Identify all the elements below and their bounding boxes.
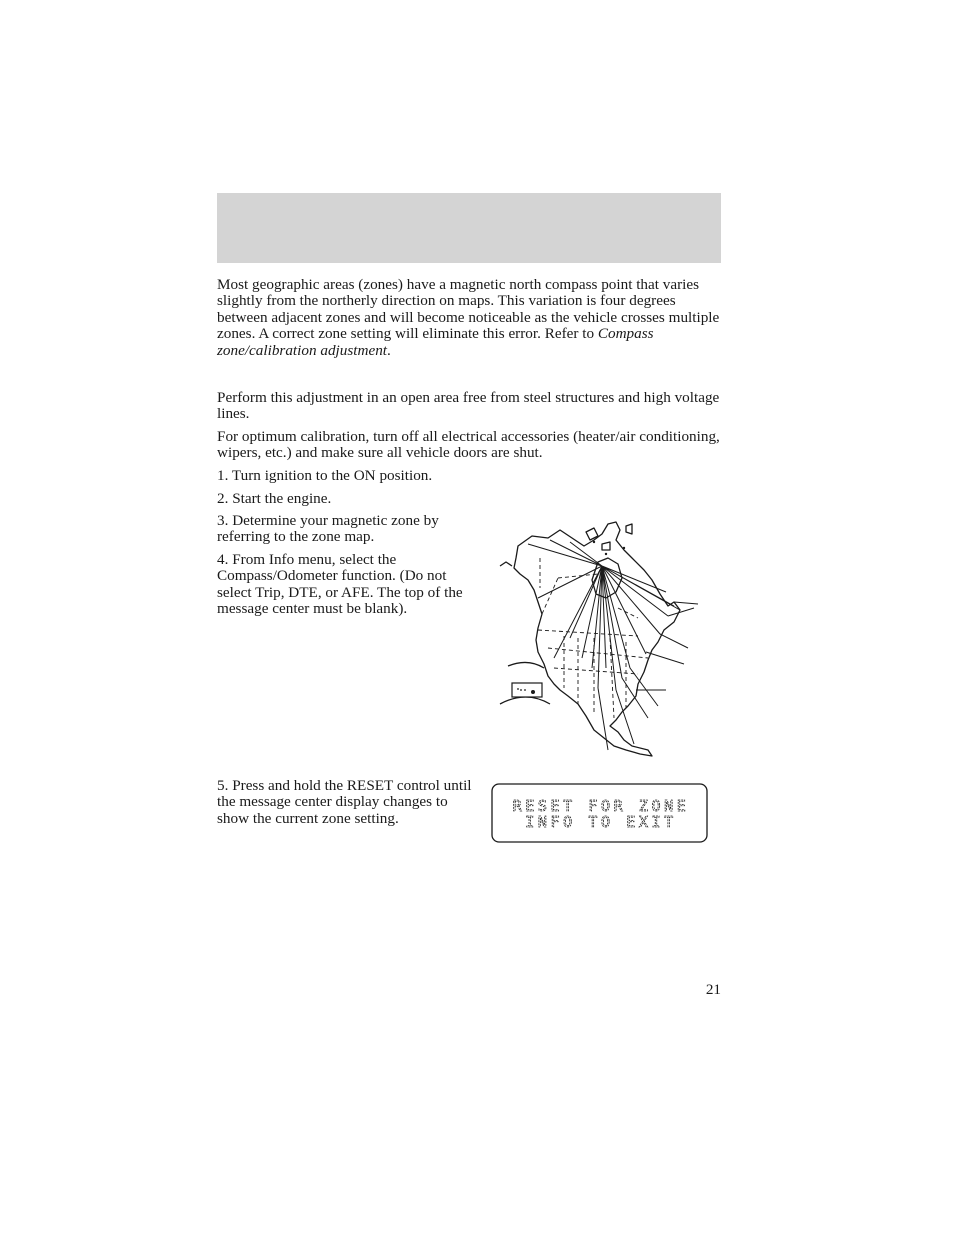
continent-outline [514,522,680,756]
hawaii-inset [512,683,542,697]
open-area-paragraph: Perform this adjustment in an open area free from steel structures and high voltage lines. [217,389,720,423]
compass-zone-map [498,518,702,764]
arctic-islands [586,524,632,550]
intro-text: Most geographic areas (zones) have a magnetic north compass point that varies slightly from the northerly direction on maps. This variation is four degrees between adjacent zones and will become noticeable as the vehicle crosses multiple zones. A correct zone setting will eliminate this error. Refer to [217,276,720,343]
intro-paragraph [217,277,722,359]
step-4: 4. From Info menu, select the Compass/Odometer function. (Do not select Trip, DTE, or AFE. The top of the message center must be blank). [217,551,463,618]
step-2: 2. Start the engine. [217,490,332,507]
pacific-line-2 [500,697,550,704]
step-5: 5. Press and hold the RESET control until the message center display changes to show the current zone setting. [217,777,472,827]
intro-period: . [387,341,391,359]
zone-lines [528,540,698,750]
display-line-1: RESET FOR ZONE [512,797,690,815]
pacific-line [508,662,544,668]
step-1: 1. Turn ignition to the ON position. [217,467,433,484]
step-3: 3. Determine your magnetic zone by referring to the zone map. [217,512,439,546]
display-line-2: INFO TO EXIT [525,813,677,831]
section-header-band [217,193,721,263]
optimum-calibration-paragraph: For optimum calibration, turn off all electrical accessories (heater/air conditioning, wipers, etc.) and make sure all vehicle doors are shut. [217,428,720,462]
message-center-display [491,783,708,843]
alaska-peninsula [500,562,512,566]
page-number: 21 [705,981,721,998]
compass-zone-reference: Compass zone/calibration adjustment [217,325,654,359]
